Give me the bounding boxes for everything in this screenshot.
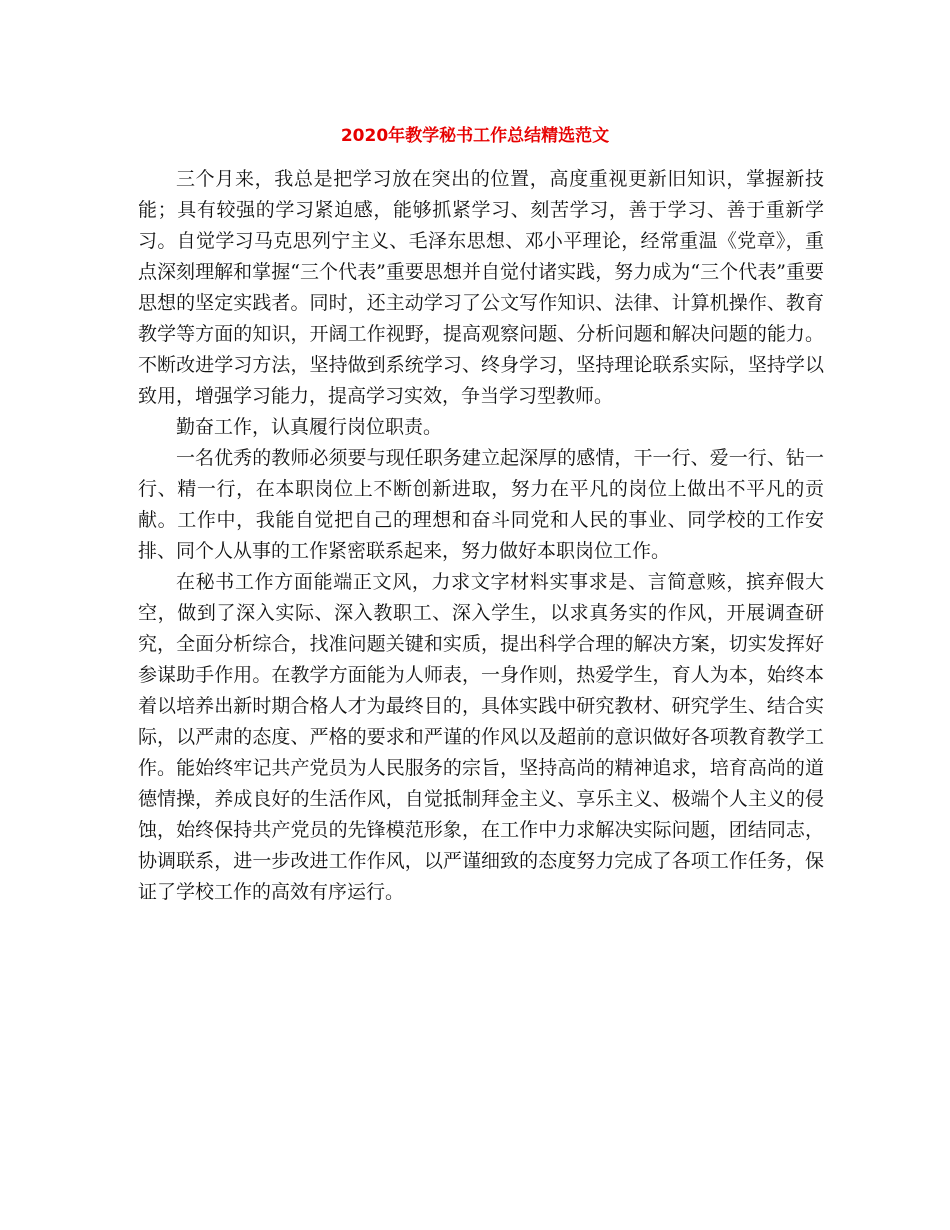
paragraph-teacher-duty: 一名优秀的教师必须要与现任职务建立起深厚的感情，干一行、爱一行、钻一行、精一行，在本职岗位上不断创新进取，努力在平凡的岗位上做出不平凡的贡献。工作中，我能自觉把自己的理想和奋斗同党和人民的事业、同学校的工作安排、同个人从事的工作紧密联系起来，努力做好本职岗位工作。 — [138, 447, 824, 562]
document-title: 2020年教学秘书工作总结精选范文 — [340, 126, 610, 146]
paragraph-work-heading: 勤奋工作，认真履行岗位职责。 — [176, 416, 443, 438]
paragraph-secretary-work: 在秘书工作方面能端正文风，力求文字材料实事求是、言简意赅，摈弃假大空，做到了深入实际、深入教职工、深入学生，以求真务实的作风，开展调查研究，全面分析综合，找准问题关键和实质，提出科学合理的解决方案，切实发挥好参谋助手作用。在教学方面能为人师表，一身作则，热爱学生，育人为本，始终本着以培养出新时期合格人才为最终目的，具体实践中研究教材、研究学生、结合实际，以严肃的态度、严格的要求和严谨的作风以及超前的意识做好各项教育教学工作。能始终牢记共产党员为人民服务的宗旨，坚持高尚的精神追求，培育高尚的道德情操，养成良好的生活作风，自觉抵制拜金主义、享乐主义、极端个人主义的侵蚀，始终保持共产党员的先锋模范形象，在工作中力求解决实际问题，团结同志，协调联系，进一步改进工作作风，以严谨细致的态度努力完成了各项工作任务，保证了学校工作的高效有序运行。 — [138, 571, 824, 903]
paragraph-study: 三个月来，我总是把学习放在突出的位置，高度重视更新旧知识，掌握新技能；具有较强的学习紧迫感，能够抓紧学习、刻苦学习，善于学习、善于重新学习。自觉学习马克思列宁主义、毛泽东思想、邓小平理论，经常重温《党章》，重点深刻理解和掌握“三个代表”重要思想并自觉付诸实践，努力成为“三个代表”重要思想的坚定实践者。同时，还主动学习了公文写作知识、法律、计算机操作、教育教学等方面的知识，开阔工作视野，提高观察问题、分析问题和解决问题的能力。不断改进学习方法，坚持做到系统学习、终身学习，坚持理论联系实际，坚持学以致用，增强学习能力，提高学习实效，争当学习型教师。 — [138, 168, 824, 407]
document-body — [138, 164, 824, 908]
